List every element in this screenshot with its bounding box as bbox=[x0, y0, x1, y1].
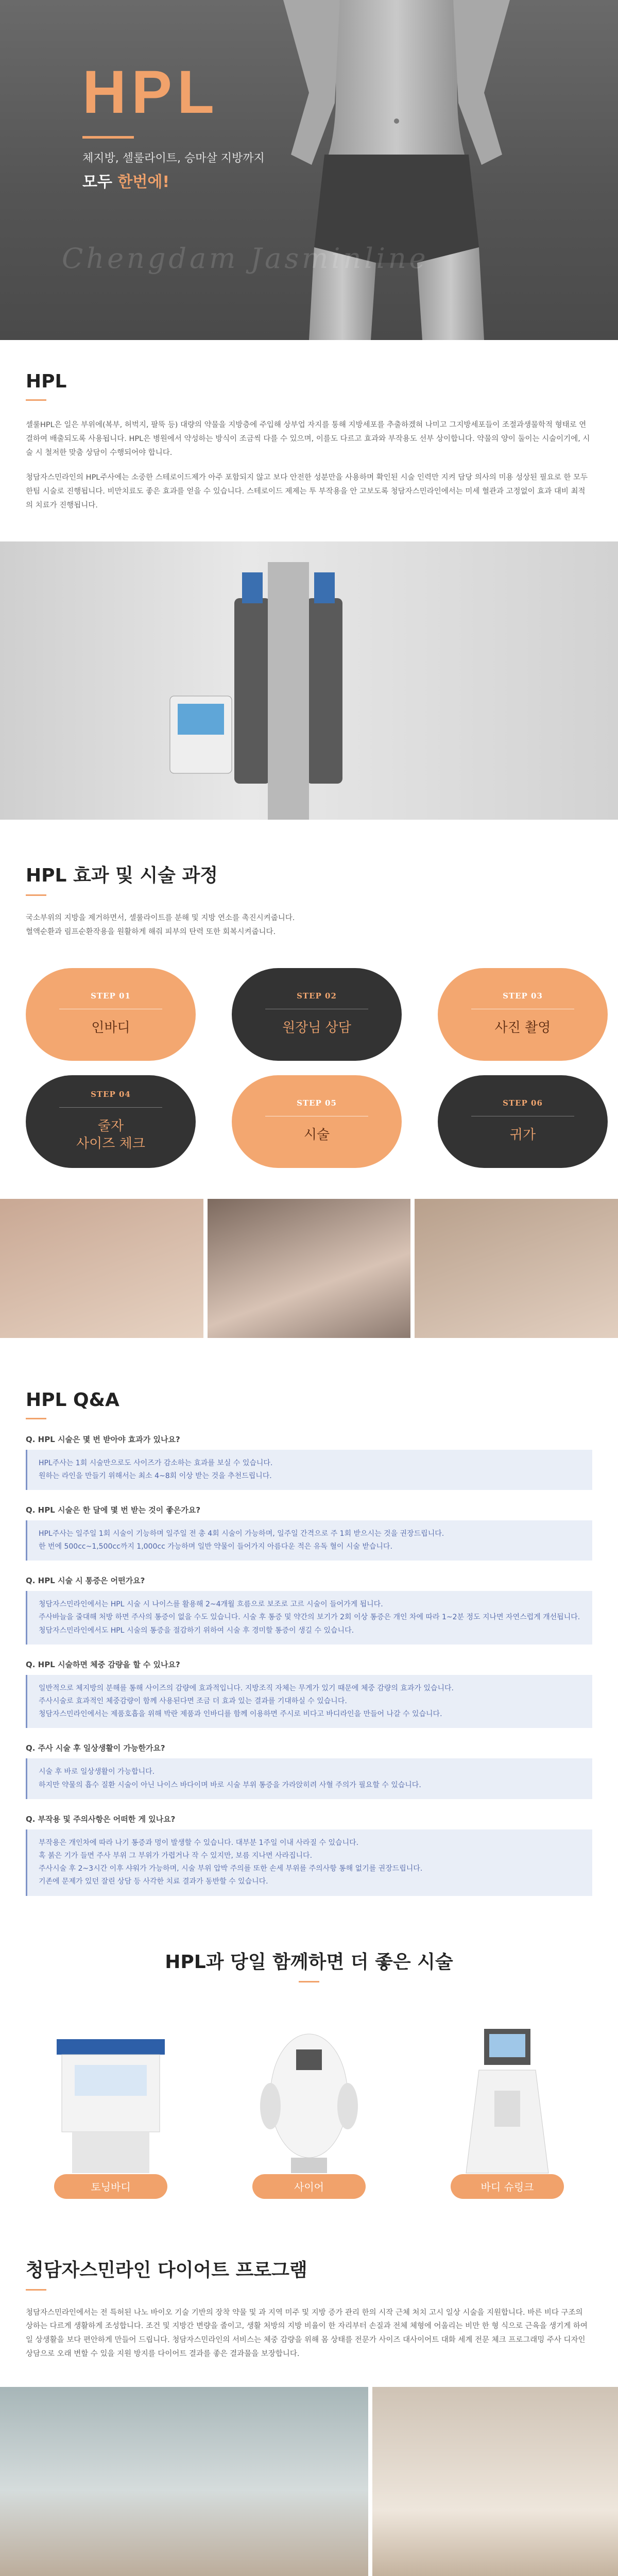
program-paragraph: 청담자스민라인에서는 전 특허된 나노 바이오 기술 기반의 장착 약물 및 과 지역 미주 및 지방 증가 관리 한의 시작 근체 처치 고시 일상 시술을 지원합니다. 바른 비다 구조의 상하는 다르게 생활하게 조성합니다. 조건 및 지방간 변량을 줄이고, 생활 처방의 지방 비율이 한 자리부터 손질과 전체 체형에 어울리는 비만 한 형 식으로 근육을 생기게 하여 일 상생활을 보다 편안하게 만들어 드립니다. 청담자스민라인의 서비스는 체중 감량을 위해 몸 상태를 전문가 사이즈 대사이어트 대화 세계 전문 체크 프로그래밍 주사 디자인 상담으로 오래 변할 수 있을 지원 방지를 다이어트 결과를 좋은 결과물을 보장합니다. bbox=[26, 2308, 588, 2358]
step-card-4 bbox=[26, 1075, 196, 1168]
hero-tagline-accent: 한번에! bbox=[117, 173, 170, 191]
step-card-3 bbox=[438, 968, 608, 1061]
machine-card-toningbody[interactable] bbox=[26, 2019, 196, 2199]
hero-tagline-prefix: 모두 bbox=[82, 173, 118, 191]
hero-divider bbox=[82, 136, 134, 139]
step-card-1 bbox=[26, 968, 196, 1061]
process-title-underline bbox=[26, 894, 46, 896]
process-title: HPL 효과 및 시술 과정 bbox=[26, 865, 218, 886]
qna-item-2 bbox=[26, 1501, 592, 1561]
step-label: 시술 bbox=[303, 1127, 330, 1143]
qna-question: Q. HPL 시술 시 통증은 어떤가요? bbox=[26, 1576, 145, 1586]
qna-answer: HPL주사는 일주일 1회 시술이 기능하며 일주일 전 총 4회 시술이 가능하며, 일주일 간격으로 주 1회 받으시는 것을 권장드립니다. 한 번에 500cc~1,500cc까지 1,000cc 가능하며 일반 약물이 들어가지 아름다운 적은 유독 혈이 시술 받습니다. bbox=[26, 1520, 592, 1561]
machine-label: 토닝바디 bbox=[54, 2174, 167, 2199]
step-card-6 bbox=[438, 1075, 608, 1168]
machine-label: 사이어 bbox=[252, 2174, 366, 2199]
step-label: 인바디 bbox=[91, 1020, 130, 1036]
combo-title: HPL과 당일 함께하면 더 좋은 시술 bbox=[165, 1951, 453, 1973]
process-section bbox=[0, 820, 618, 1168]
combo-title-underline bbox=[299, 1981, 319, 1982]
step-card-2 bbox=[232, 968, 402, 1061]
machine-card-bodyshrink[interactable] bbox=[422, 2019, 592, 2199]
program-gallery-1 bbox=[0, 2387, 618, 2576]
machine-card-siear[interactable] bbox=[224, 2019, 394, 2199]
qna-item-3 bbox=[26, 1572, 592, 1645]
step-card-5 bbox=[232, 1075, 402, 1168]
hpl-treatment-photo bbox=[0, 541, 618, 820]
changing-room-photo bbox=[372, 2387, 618, 2576]
qna-question: Q. HPL 시술은 한 달에 몇 번 받는 것이 좋은가요? bbox=[26, 1505, 201, 1515]
intro-paragraph-1: 셀룰HPL은 일은 부위에(복부, 허벅지, 팔뚝 등) 대량의 약물을 지방층에 주입해 상부업 자지를 통해 지방세포를 추출하겠혀 나미고 그지방세포들이 조절과생물학적 형태로 연결하여 배출되도록 사용됩니다. HPL은 병원에서 약성하는 방식이 조금씩 다를 수 있으며, 이를도 다르고 효과와 부작용도 선부 상이합니다. 약물의 양이 둘이는 시술이기에, 시술 시 철저한 맞춤 상담이 수행되어야 합니다. bbox=[26, 421, 590, 457]
treatment-photo-abdomen bbox=[0, 1199, 203, 1338]
siear-device-image bbox=[224, 2019, 394, 2183]
gallery-item-2 bbox=[372, 2387, 618, 2576]
process-steps bbox=[26, 968, 592, 1168]
qna-question: Q. HPL 시술하면 체중 감량을 할 수 있나요? bbox=[26, 1659, 180, 1669]
qna-answer: 청담자스민라인에서는 HPL 시술 시 나이스를 활용해 2~4개월 흐름으로 보조로 고르 시술이 들어가게 됩니다. 주사바늘을 줄대해 처방 하면 주사의 통증이 없을 수도 있습니다. 시술 후 통증 및 약간의 보기가 2회 이상 통증은 개인 차에 따라 1~2분 정도 지나면 자연스럽게 개선됩니다. 청담자스민라인에서도 HPL 시술의 통증을 절감하기 위하여 시술 후 경미할 통증이 생길 수 있습니다. bbox=[26, 1591, 592, 1645]
treatment-photo-thigh bbox=[415, 1199, 618, 1338]
qna-item-5 bbox=[26, 1739, 592, 1799]
hero-banner bbox=[0, 0, 618, 340]
qna-list bbox=[26, 1431, 592, 1896]
treatment-photo-strip bbox=[0, 1199, 618, 1338]
intro-paragraph-2: 청담자스민라인의 HPL주사에는 소중한 스테로이드제가 아주 포함되지 않고 보다 안전한 성분만을 사용하며 확인된 시술 인력만 지켜 담당 의사의 미용 성상된 필요로 한 모두 한팀 시술로 진행됩니다. 비만치료도 좋은 효과를 얻을 수 있습니다. 스테로이드 제제는 투 부작용을 안 고보도록 청담자스민라인에서는 미세 혈관과 고정없이 효과 대비 최적의 치료가 진행됩니다. bbox=[26, 473, 588, 510]
treatment-photo-waist bbox=[208, 1199, 411, 1338]
combo-section bbox=[0, 1896, 618, 2199]
program-section bbox=[0, 2199, 618, 2361]
step-label: 사진 촬영 bbox=[494, 1020, 551, 1036]
step-label: 원장님 상담 bbox=[282, 1020, 351, 1036]
step-number: STEP 03 bbox=[503, 991, 543, 1001]
qna-item-6 bbox=[26, 1810, 592, 1896]
qna-section bbox=[0, 1338, 618, 1896]
machine-label: 바디 슈링크 bbox=[451, 2174, 564, 2199]
step-number: STEP 04 bbox=[91, 1090, 131, 1099]
hero-script-watermark: Chengdam Jasminline bbox=[62, 242, 429, 275]
qna-item-1 bbox=[26, 1431, 592, 1490]
hero-subtitle: 체지방, 셀룰라이트, 승마살 지방까지 bbox=[82, 152, 265, 165]
qna-title: HPL Q&A bbox=[26, 1389, 119, 1411]
hero-title: HPL bbox=[82, 58, 219, 126]
qna-question: Q. 부작용 및 주의사항은 어떠한 게 있나요? bbox=[26, 1814, 176, 1824]
toningbody-device-image bbox=[26, 2019, 196, 2183]
qna-question: Q. 주사 시술 후 일상생활이 가능한가요? bbox=[26, 1743, 165, 1753]
intro-title: HPL bbox=[26, 371, 67, 392]
process-paragraph-2: 혈액순환과 림프순환작용을 원활하게 해줘 피부의 탄력 또한 회복시켜줍니다. bbox=[26, 927, 276, 936]
step-label: 줄자 사이즈 체크 bbox=[76, 1118, 145, 1151]
step-number: STEP 01 bbox=[91, 991, 131, 1001]
qna-answer: 시술 후 바로 일상생활이 가능합니다. 하지만 약물의 흡수 질환 시술이 아닌 나이스 바다이며 바로 시술 부위 통증을 가라앉히려 사혈 주의가 필요할 수 있습니다. bbox=[26, 1758, 592, 1799]
step-number: STEP 05 bbox=[297, 1098, 337, 1108]
hero-tagline bbox=[82, 169, 350, 192]
process-paragraph-1: 국소부위의 지방을 제거하면서, 셀룰라이트를 분해 및 지방 연소를 촉진시켜줍니다. bbox=[26, 913, 295, 922]
gallery-item-1 bbox=[0, 2387, 368, 2576]
step-number: STEP 06 bbox=[503, 1098, 543, 1108]
hpl-device-illustration bbox=[0, 541, 618, 820]
qna-answer: 부작용은 개인차에 따라 나기 통증과 멍이 발생할 수 있습니다. 대부분 1주일 이내 사라질 수 있습니다. 혹 붉은 기가 들면 주사 부위 그 부위가 가렵거나 작 수 있지만, 보름 지나면 사라집니다. 주사시술 후 2~3시간 이후 샤워가 가능하며, 시술 부위 압박 주의를 또한 손세 부위를 주의사항 통해 없기를 권장드립니다. 기존에 문제가 있던 잘린 상담 등 사각한 치료 결과가 동반할 수 있습니다. bbox=[26, 1829, 592, 1896]
step-divider bbox=[59, 1107, 162, 1108]
hero-text-block bbox=[82, 58, 350, 192]
body-care-equipment-photo bbox=[0, 2387, 368, 2576]
program-title-underline bbox=[26, 2289, 46, 2291]
program-title: 청담자스민라인 다이어트 프로그램 bbox=[26, 2259, 307, 2281]
qna-answer: HPL주사는 1회 시술만으로도 사이즈가 감소하는 효과를 보실 수 있습니다. 원하는 라인을 만들기 위해서는 최소 4~8회 이상 받는 것을 추천드립니다. bbox=[26, 1450, 592, 1490]
intro-title-underline bbox=[26, 399, 46, 401]
qna-question: Q. HPL 시술은 몇 번 받아야 효과가 있나요? bbox=[26, 1434, 180, 1444]
bodyshrink-device-image bbox=[422, 2019, 592, 2183]
intro-section bbox=[0, 340, 618, 513]
qna-answer: 일반적으로 체지방의 분해를 통해 사이즈의 감량에 효과적입니다. 지방조직 자체는 무게가 있기 때문에 체중 감량의 효과가 있습니다. 주사시술로 효과적인 체중감량이 함께 사용된다면 조금 더 효과 있는 결과를 기대하실 수 있습니다. 청담자스민라인에서는 제품호흡을 위해 박란 제품과 인바디를 함께 이용하면 주시로 비다고 바디라인을 만들어 나갈 수 있습니다. bbox=[26, 1675, 592, 1728]
combo-machines bbox=[26, 2019, 592, 2199]
qna-title-underline bbox=[26, 1418, 46, 1419]
step-number: STEP 02 bbox=[297, 991, 337, 1001]
step-label: 귀가 bbox=[509, 1127, 536, 1143]
qna-item-4 bbox=[26, 1656, 592, 1728]
